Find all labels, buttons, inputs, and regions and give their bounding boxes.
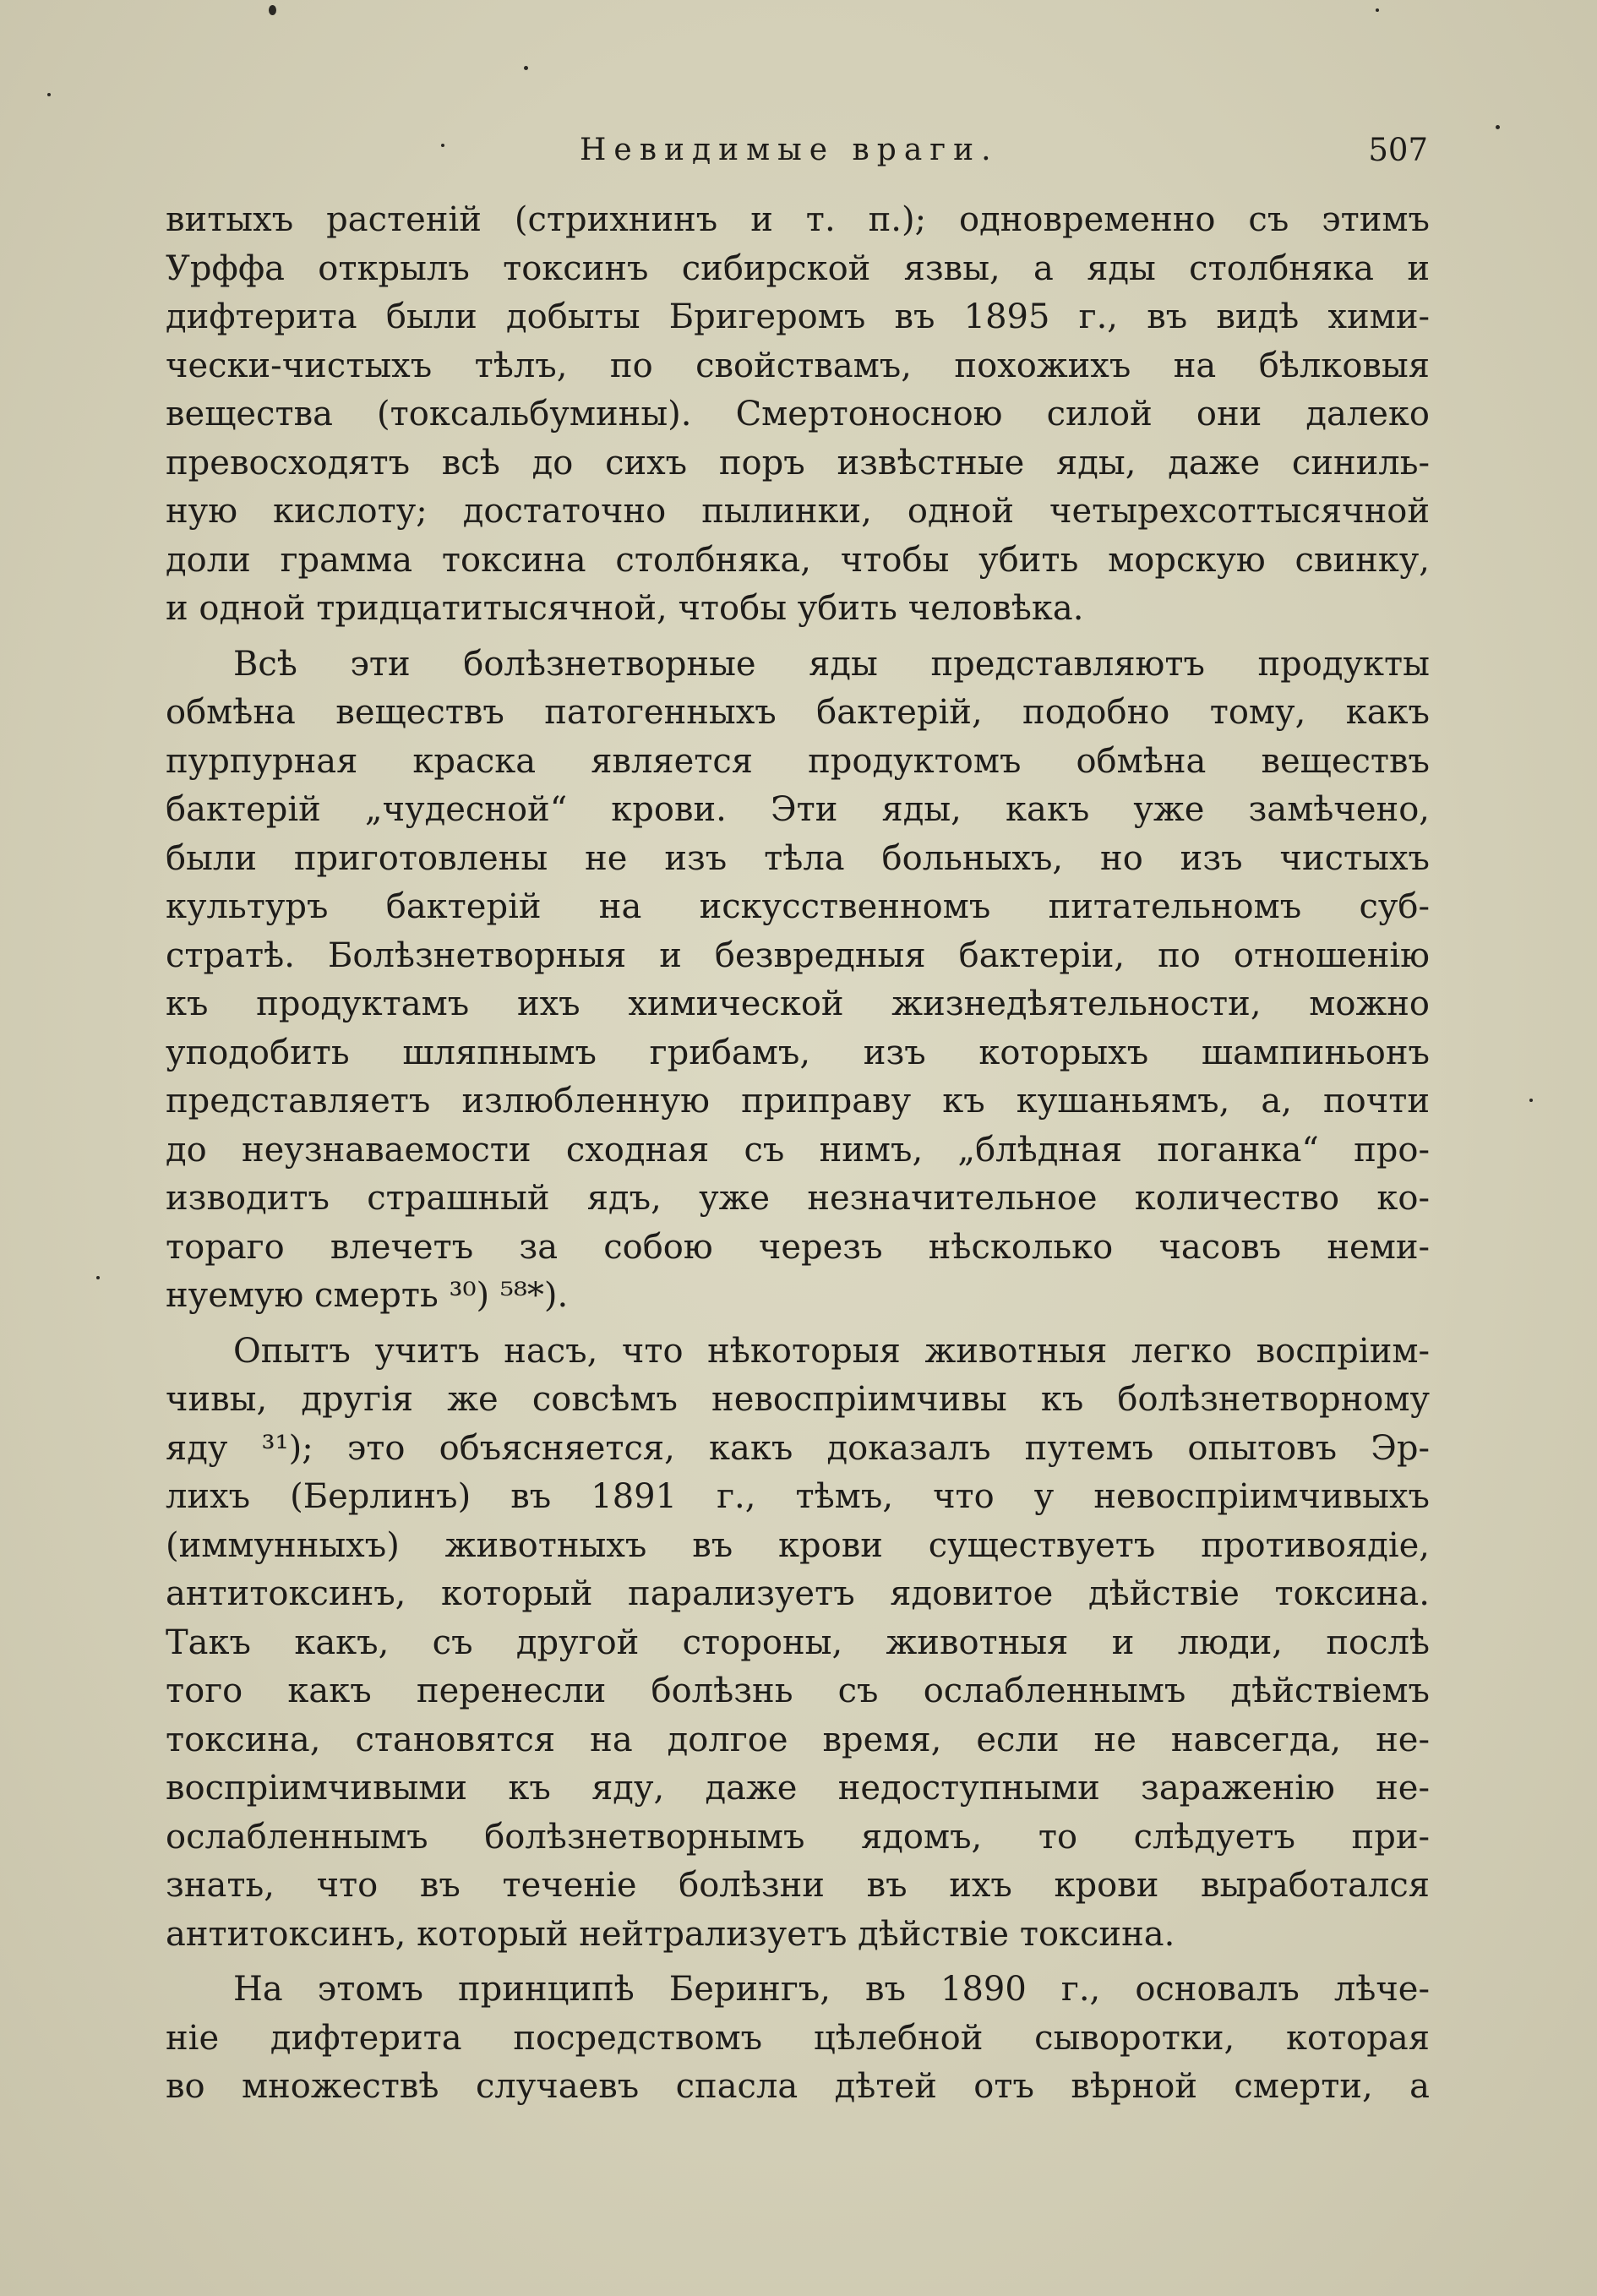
text-line: дифтерита были добыты Бригеромъ въ 1895 г., въ видѣ хими- — [166, 297, 1430, 336]
running-title: Невидимые враги. — [580, 133, 999, 167]
paragraph-2 — [166, 641, 1430, 1321]
text-line: антитоксинъ, который нейтрализуетъ дѣйствіе токсина. — [166, 1914, 1175, 1954]
paragraph-4 — [166, 1966, 1430, 2112]
text-body — [166, 196, 1430, 2112]
text-line: Опытъ учитъ насъ, что нѣкоторыя животныя легко воспріим- — [233, 1331, 1430, 1371]
text-line: ослабленнымъ болѣзнетворнымъ ядомъ, то слѣдуетъ при- — [166, 1817, 1430, 1857]
text-line: обмѣна веществъ патогенныхъ бактерій, подобно тому, какъ — [166, 693, 1430, 732]
text-line: и одной тридцатитысячной, чтобы убить человѣка. — [166, 589, 1084, 628]
text-line: до неузнаваемости сходная съ нимъ, „блѣдная поганка“ про- — [166, 1130, 1430, 1170]
paper-speck — [1529, 1099, 1533, 1102]
text-line: доли грамма токсина столбняка, чтобы убить морскую свинку, — [166, 540, 1430, 580]
text-line: изводитъ страшный ядъ, уже незначительное количество ко- — [166, 1179, 1430, 1218]
text-line: стратѣ. Болѣзнетворныя и безвредныя бактеріи, по отношенію — [166, 935, 1430, 975]
paper-speck — [524, 66, 528, 70]
paper-speck — [47, 93, 51, 96]
text-line: (иммунныхъ) животныхъ въ крови существуетъ противоядіе, — [166, 1525, 1430, 1565]
text-line: нуемую смерть ³⁰) ⁵⁸*). — [166, 1276, 569, 1315]
text-line: ніе дифтерита посредствомъ цѣлебной сыворотки, которая — [166, 2018, 1430, 2058]
text-line: превосходятъ всѣ до сихъ поръ извѣстные яды, даже синиль- — [166, 443, 1430, 483]
text-line: лихъ (Берлинъ) въ 1891 г., тѣмъ, что у невоспріимчивыхъ — [166, 1477, 1430, 1516]
text-line: во множествѣ случаевъ спасла дѣтей отъ вѣрной смерти, а — [166, 2067, 1430, 2106]
text-line: Такъ какъ, съ другой стороны, животныя и люди, послѣ — [166, 1622, 1430, 1662]
text-line: бактерій „чудесной“ крови. Эти яды, какъ уже замѣчено, — [166, 790, 1430, 829]
paper-speck — [96, 1276, 100, 1279]
text-line: Урффа открылъ токсинъ сибирской язвы, а яды столбняка и — [166, 248, 1430, 288]
paper-speck — [269, 5, 276, 15]
paper-speck — [1496, 125, 1500, 129]
text-line: воспріимчивыми къ яду, даже недоступными зараженію не- — [166, 1769, 1430, 1808]
text-line: антитоксинъ, который парализуетъ ядовитое дѣйствіе токсина. — [166, 1574, 1430, 1613]
running-head — [169, 125, 1428, 176]
text-line: чивы, другія же совсѣмъ невоспріимчивы къ болѣзнетворному — [166, 1380, 1430, 1419]
text-line: представляетъ излюбленную приправу къ кушаньямъ, а, почти — [166, 1082, 1430, 1121]
text-line: того какъ перенесли болѣзнь съ ослабленнымъ дѣйствіемъ — [166, 1672, 1430, 1710]
page-number: 507 — [1368, 132, 1428, 168]
text-line: чески-чистыхъ тѣлъ, по свойствамъ, похожихъ на бѣлковыя — [166, 346, 1430, 385]
text-line: пурпурная краска является продуктомъ обмѣна веществъ — [166, 741, 1430, 781]
paper-speck — [1376, 8, 1379, 12]
text-line: уподобить шляпнымъ грибамъ, изъ которыхъ шампиньонъ — [166, 1033, 1430, 1072]
text-line: токсина, становятся на долгое время, если не навсегда, не- — [166, 1720, 1430, 1759]
text-line: культуръ бактерій на искусственномъ питательномъ суб- — [166, 887, 1430, 926]
text-line: знать, что въ теченіе болѣзни въ ихъ крови выработался — [166, 1866, 1430, 1905]
text-line: были приготовлены не изъ тѣла больныхъ, но изъ чистыхъ — [166, 838, 1430, 878]
text-line: витыхъ растеній (стрихнинъ и т. п.); одновременно съ этимъ — [166, 200, 1430, 239]
paragraph-1 — [166, 196, 1430, 634]
text-line: къ продуктамъ ихъ химической жизнедѣятельности, можно — [166, 984, 1430, 1023]
text-line: Всѣ эти болѣзнетворные яды представляютъ продукты — [233, 644, 1430, 684]
paragraph-3 — [166, 1328, 1430, 1960]
text-line: тораго влечетъ за собою черезъ нѣсколько часовъ неми- — [166, 1227, 1430, 1267]
text-line: ную кислоту; достаточно пылинки, одной четырехсоттысячной — [166, 492, 1430, 531]
text-line: вещества (токсальбумины). Смертоносною силой они далеко — [166, 395, 1430, 434]
text-line: яду ³¹); это объясняется, какъ доказалъ путемъ опытовъ Эр- — [166, 1428, 1430, 1468]
text-line: На этомъ принципѣ Берингъ, въ 1890 г., основалъ лѣче- — [233, 1970, 1430, 2009]
